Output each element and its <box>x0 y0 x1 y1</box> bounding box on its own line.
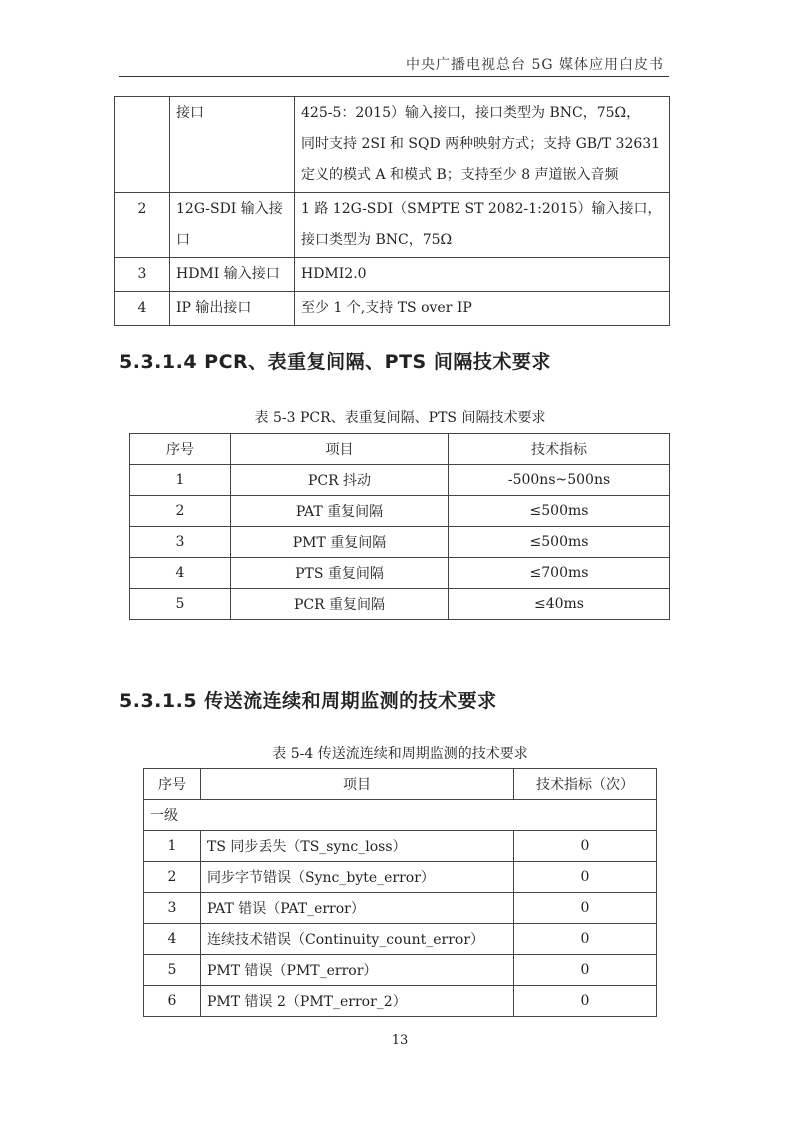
table-cell-desc: 至少 1 个,支持 TS over IP <box>295 292 670 326</box>
table-cell: 5 <box>144 955 201 986</box>
table-row <box>144 893 657 924</box>
table-cell: 4 <box>130 558 231 589</box>
table-row <box>144 831 657 862</box>
table-row <box>115 97 670 193</box>
table-cell: 3 <box>144 893 201 924</box>
table-cell-name: 接口 <box>170 97 295 193</box>
table-cell: ≤500ms <box>449 527 670 558</box>
table-cell: ≤40ms <box>449 589 670 620</box>
column-header: 序号 <box>130 434 231 465</box>
table-cell: PMT 错误（PMT_error） <box>201 955 514 986</box>
table-cell: 2 <box>144 862 201 893</box>
table-cell: -500ns~500ns <box>449 465 670 496</box>
table-row <box>130 465 670 496</box>
table-header-row <box>144 769 657 800</box>
column-header: 项目 <box>231 434 449 465</box>
table-cell-desc <box>295 193 670 258</box>
page-number: 13 <box>391 1033 409 1048</box>
table-cell-name: IP 输出接口 <box>170 292 295 326</box>
table-cell: PTS 重复间隔 <box>231 558 449 589</box>
table-cell: TS 同步丢失（TS_sync_loss） <box>201 831 514 862</box>
interface-spec-table <box>114 96 670 326</box>
table-cell: PMT 错误 2（PMT_error_2） <box>201 986 514 1017</box>
ts-monitoring-table <box>143 768 657 1017</box>
table-cell-name: HDMI 输入接口 <box>170 258 295 292</box>
table-cell: ≤500ms <box>449 496 670 527</box>
table-cell: 0 <box>514 893 657 924</box>
table-row <box>130 527 670 558</box>
column-header: 技术指标（次） <box>514 769 657 800</box>
table-cell: 连续技术错误（Continuity_count_error） <box>201 924 514 955</box>
header-rule <box>119 76 669 77</box>
table-cell: PAT 重复间隔 <box>231 496 449 527</box>
desc-line: 425-5：2015）输入接口，接口类型为 BNC，75Ω， <box>301 105 641 121</box>
table-row <box>144 986 657 1017</box>
table-row <box>115 292 670 326</box>
table-group-row <box>144 800 657 831</box>
table-cell: PMT 重复间隔 <box>231 527 449 558</box>
table-cell-name: 12G-SDI 输入接口 <box>170 193 295 258</box>
table-cell: ≤700ms <box>449 558 670 589</box>
table-caption: 表 5-3 PCR、表重复间隔、PTS 间隔技术要求 <box>254 410 546 426</box>
table-row <box>130 589 670 620</box>
column-header: 序号 <box>144 769 201 800</box>
table-cell: PCR 重复间隔 <box>231 589 449 620</box>
table-cell: 0 <box>514 924 657 955</box>
pcr-interval-table <box>129 433 670 620</box>
table-cell: 6 <box>144 986 201 1017</box>
table-cell-desc: HDMI2.0 <box>295 258 670 292</box>
table-cell-no: 2 <box>115 193 170 258</box>
column-header: 技术指标 <box>449 434 670 465</box>
desc-line: 接口类型为 BNC，75Ω <box>301 232 453 248</box>
section-heading: 5.3.1.4 PCR、表重复间隔、PTS 间隔技术要求 <box>119 351 551 373</box>
priority-level-label: 一级 <box>144 800 657 831</box>
desc-line: 同时支持 2SI 和 SQD 两种映射方式；支持 GB/T 32631 <box>301 136 661 152</box>
table-cell-no: 3 <box>115 258 170 292</box>
table-cell: PAT 错误（PAT_error） <box>201 893 514 924</box>
table-cell: 4 <box>144 924 201 955</box>
table-row <box>144 955 657 986</box>
table-cell-no: 4 <box>115 292 170 326</box>
table-cell: 2 <box>130 496 231 527</box>
table-cell: 0 <box>514 955 657 986</box>
desc-line: 1 路 12G-SDI（SMPTE ST 2082-1:2015）输入接口， <box>301 201 662 217</box>
table-row <box>144 924 657 955</box>
table-cell: 0 <box>514 862 657 893</box>
table-cell: 1 <box>130 465 231 496</box>
table-cell-desc <box>295 97 670 193</box>
table-cell-no <box>115 97 170 193</box>
table-row <box>130 558 670 589</box>
table-row <box>115 193 670 258</box>
table-row <box>115 258 670 292</box>
table-cell: 1 <box>144 831 201 862</box>
column-header: 项目 <box>201 769 514 800</box>
table-cell: 0 <box>514 831 657 862</box>
table-cell: 0 <box>514 986 657 1017</box>
table-row <box>130 496 670 527</box>
page-header-title: 中央广播电视总台 5G 媒体应用白皮书 <box>406 57 664 73</box>
table-cell: 5 <box>130 589 231 620</box>
desc-line: 定义的模式 A 和模式 B；支持至少 8 声道嵌入音频 <box>301 167 619 183</box>
table-caption: 表 5-4 传送流连续和周期监测的技术要求 <box>272 746 528 762</box>
table-header-row <box>130 434 670 465</box>
table-row <box>144 862 657 893</box>
table-cell: PCR 抖动 <box>231 465 449 496</box>
table-cell: 同步字节错误（Sync_byte_error） <box>201 862 514 893</box>
table-cell: 3 <box>130 527 231 558</box>
section-heading: 5.3.1.5 传送流连续和周期监测的技术要求 <box>119 690 497 712</box>
